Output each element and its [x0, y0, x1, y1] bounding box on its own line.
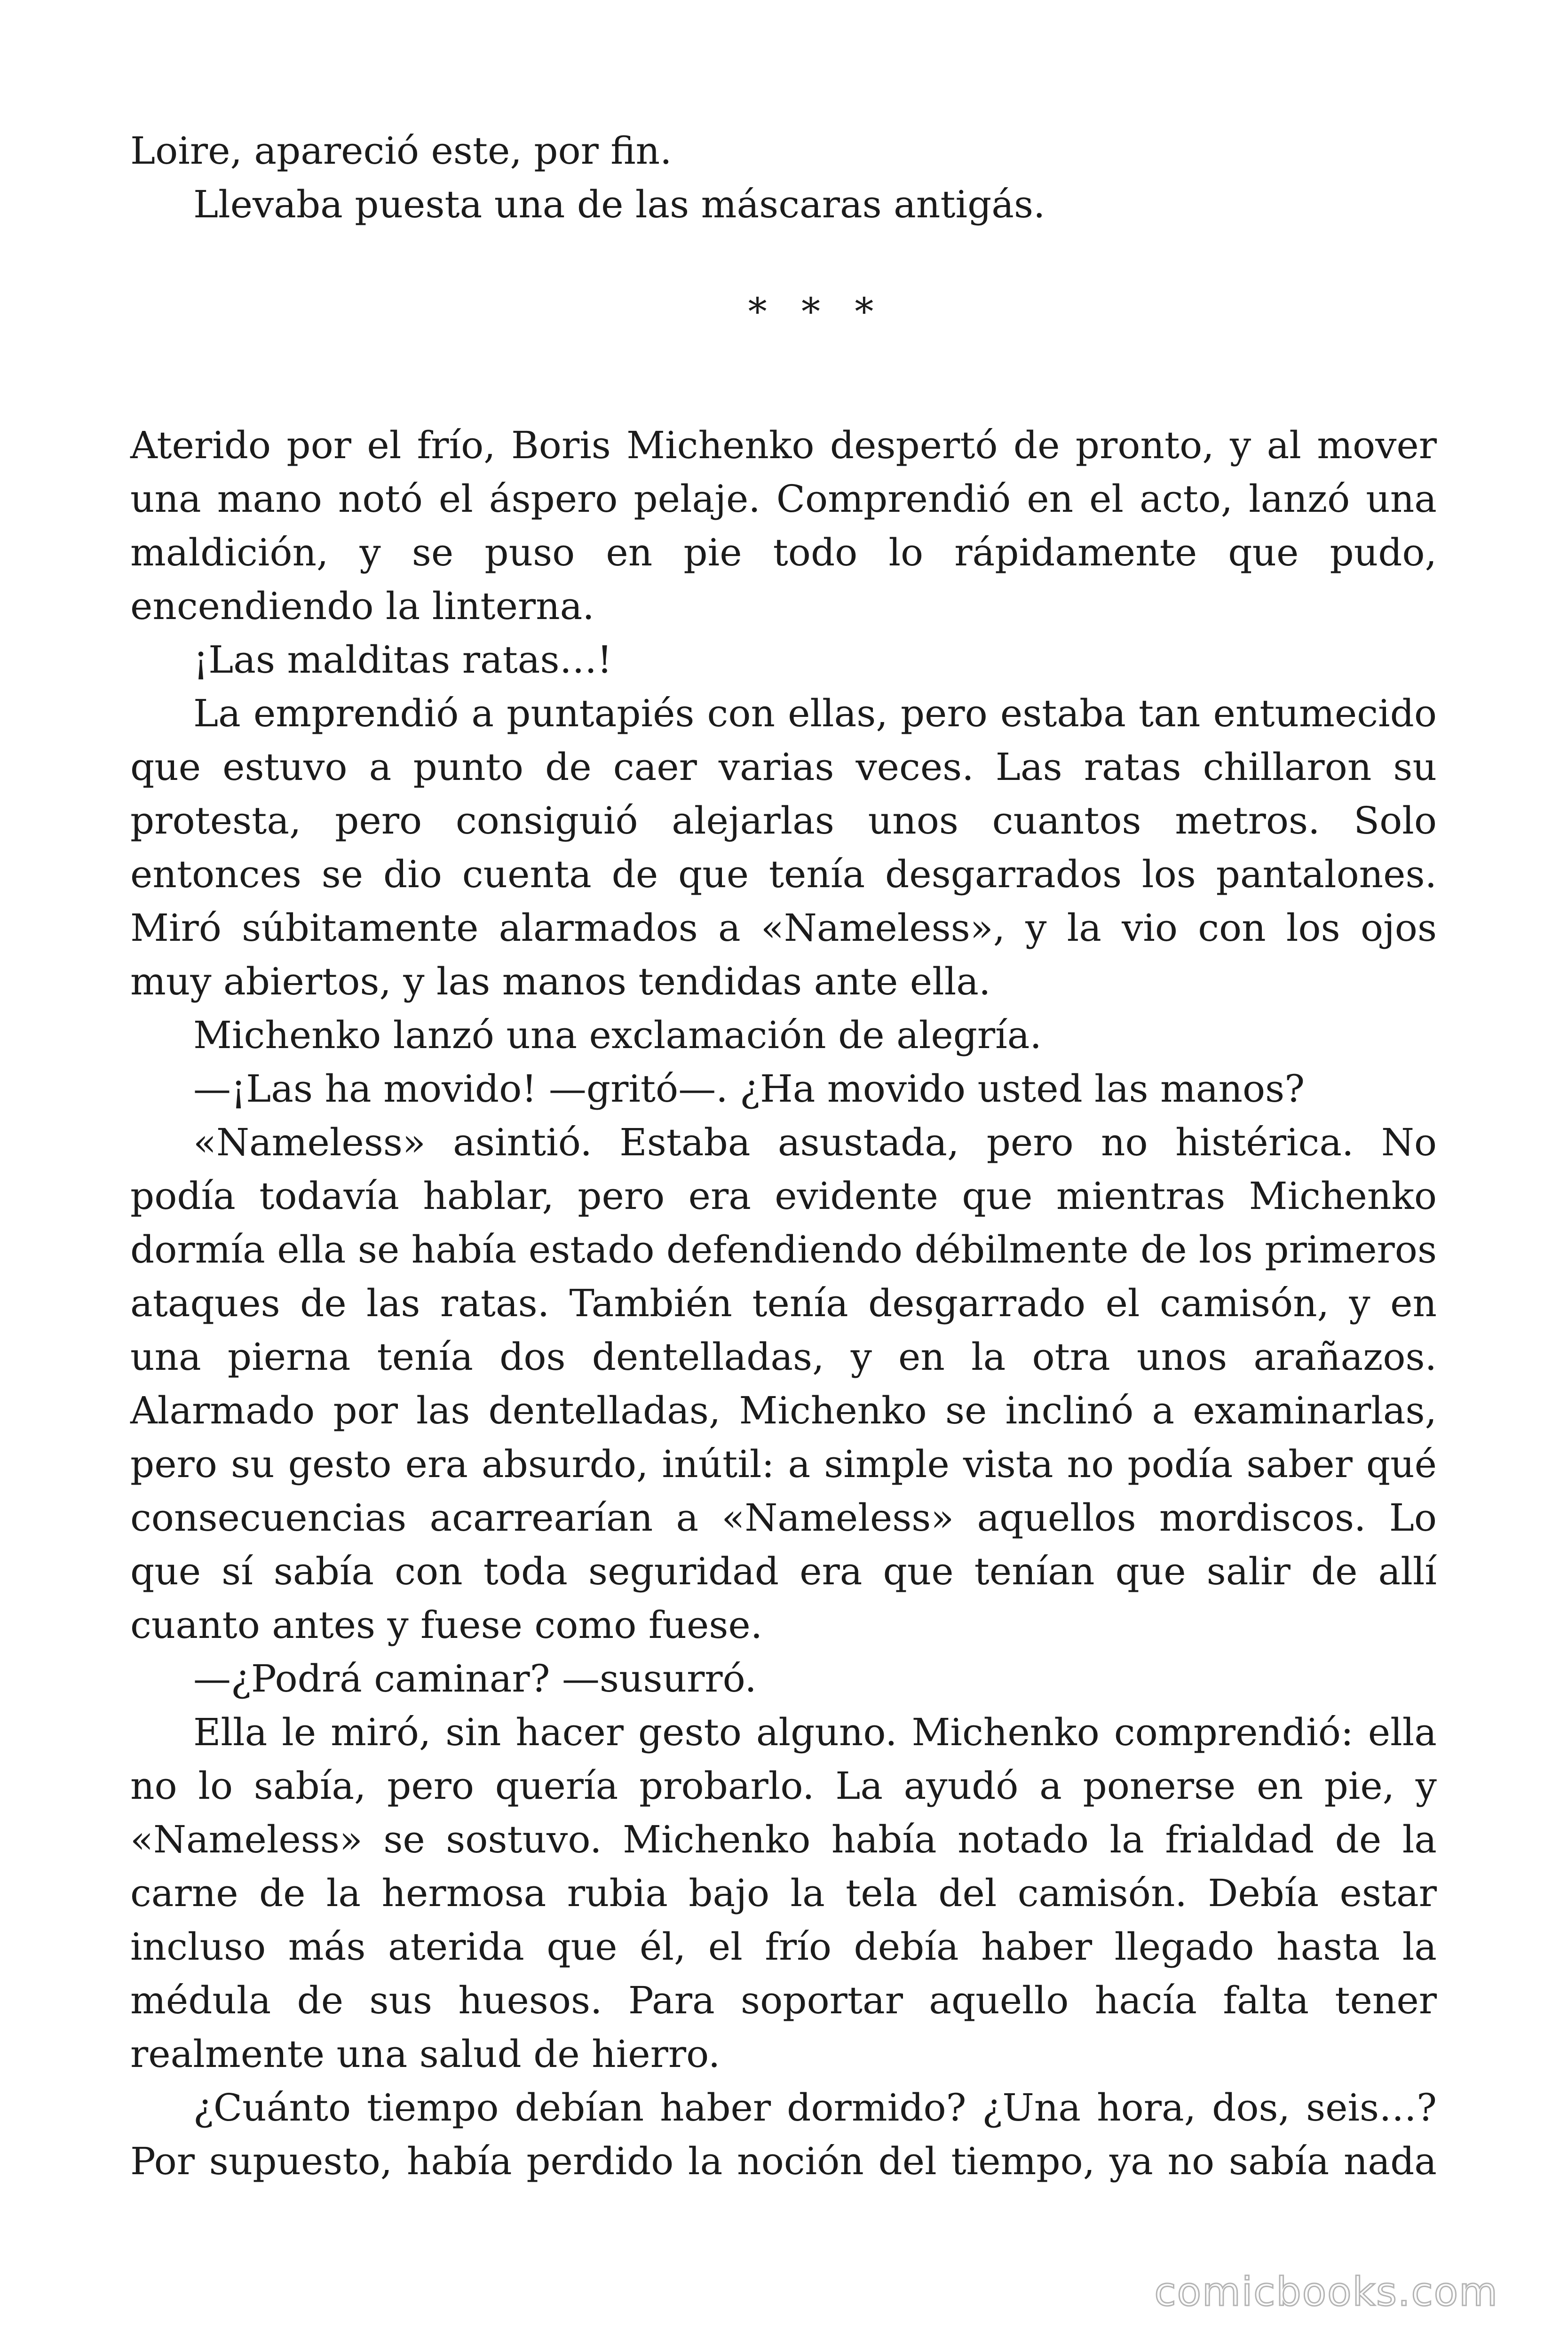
paragraph: —¿Podrá caminar? —susurró. — [193, 1657, 757, 1700]
paragraph: Aterido por el frío, Boris Michenko despertó de pronto, y al mover una mano notó el áspero pelaje. Comprendió en el acto, lanzó una maldición, y se puso en pie todo lo rápidamente que pudo, encendiendo la linterna. — [130, 423, 1437, 628]
paragraph: ¡Las malditas ratas…! — [193, 638, 612, 682]
paragraph: Ella le miró, sin hacer gesto alguno. Michenko comprendió: ella no lo sabía, pero quería probarlo. La ayudó a ponerse en pie, y «Nameless» se sostuvo. Michenko había notado la frialdad de la carne de la hermosa rubia bajo la tela del camisón. Debía estar incluso más aterida que él, el frío debía haber llegado hasta la médula de sus huesos. Para soportar aquello hacía falta tener realmente una salud de hierro. — [130, 1710, 1437, 2076]
book-page — [130, 124, 1437, 2241]
top-paragraphs — [130, 124, 1437, 231]
paragraph: Loire, apareció este, por fin. — [130, 129, 672, 173]
paragraph: Llevaba puesta una de las máscaras antigás. — [193, 183, 1045, 226]
section-separator: * * * — [748, 290, 885, 334]
paragraph: La emprendió a puntapiés con ellas, pero estaba tan entumecido que estuvo a punto de caer varias veces. Las ratas chillaron su protesta, pero consiguió alejarlas unos cuantos metros. Solo entonces se dio cuenta de que tenía desgarrados los pantalones. Miró súbitamente alarmados a «Nameless», y la vio con los ojos muy abiertos, y las manos tendidas ante ella. — [130, 691, 1437, 1003]
paragraph: Michenko lanzó una exclamación de alegría. — [193, 1013, 1042, 1057]
watermark-logo: comicbooks.com — [1154, 2269, 1498, 2315]
main-paragraphs — [130, 419, 1437, 2188]
paragraph: «Nameless» asintió. Estaba asustada, pero no histérica. No podía todavía hablar, pero era evidente que mientras Michenko dormía ella se había estado defendiendo débilmente de los primeros ataques de las ratas. También tenía desgarrado el camisón, y en una pierna tenía dos dentelladas, y en la otra unos arañazos. Alarmado por las dentelladas, Michenko se inclinó a examinarlas, pero su gesto era absurdo, inútil: a simple vista no podía saber qué consecuencias acarrearían a «Nameless» aquellos mordiscos. Lo que sí sabía con toda seguridad era que tenían que salir de allí cuanto antes y fuese como fuese. — [130, 1120, 1437, 1647]
paragraph: ¿Cuánto tiempo debían haber dormido? ¿Una hora, dos, seis…? Por supuesto, había perdido la noción del tiempo, ya no sabía nada — [130, 2086, 1437, 2183]
paragraph: —¡Las ha movido! —gritó—. ¿Ha movido usted las manos? — [193, 1067, 1305, 1111]
